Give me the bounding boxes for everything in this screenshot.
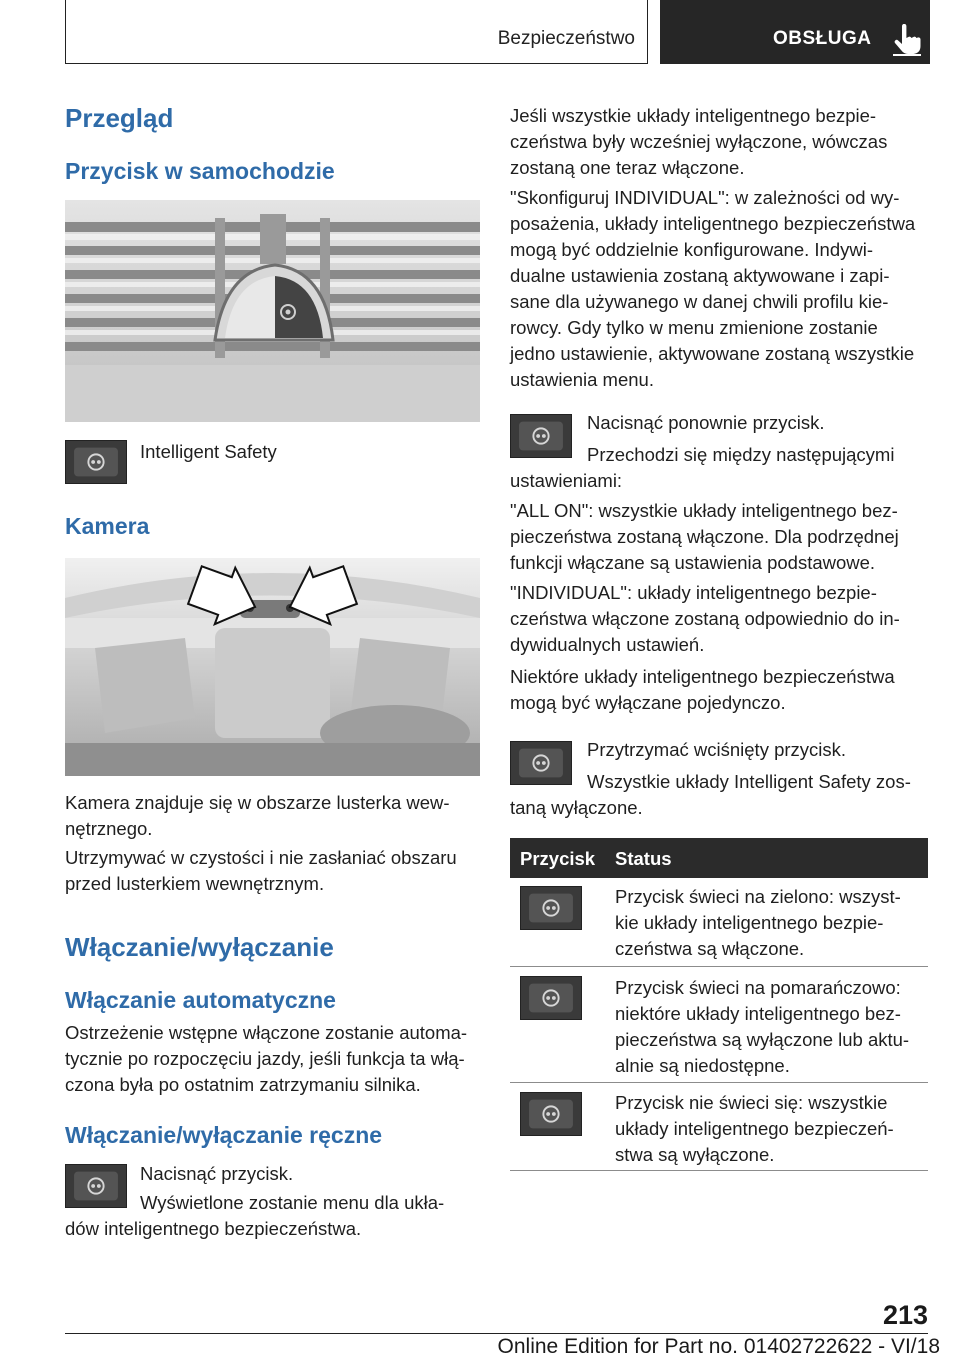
table-row: Przycisk świeci na zielono: wszyst- kie układy inteligentnego bezpie- czeństwa są włączone. (615, 886, 901, 959)
table-divider (510, 1082, 928, 1083)
header-chapter-title: OBSŁUGA (773, 28, 872, 49)
col-status: Status (615, 848, 672, 869)
step-hold: Przytrzymać wciśnięty przycisk. (587, 739, 847, 760)
header-chapter-box (660, 0, 930, 64)
header-section-title: Bezpieczeństwo (497, 28, 635, 49)
button-caption: Intelligent Safety (140, 441, 277, 462)
footer-divider (65, 1333, 928, 1334)
subtitle-car-button: Przycisk w samochodzie (65, 158, 335, 184)
section-title-onoff: Włączanie/wyłączanie (65, 932, 334, 962)
step-again-text: Przechodzi się między następującymi ustawieniami: (510, 444, 895, 491)
car-button-photo (65, 200, 480, 422)
individual-text: "INDIVIDUAL": układy inteligentnego bezpie- czeństwa włączone zostaną odpowiednio do in- dywidualnych ustawień. (510, 582, 900, 655)
manual-text: Wyświetlone zostanie menu dla ukła- dów inteligentnego bezpieczeństwa. (65, 1192, 445, 1239)
table-divider (510, 1170, 928, 1171)
camera-photo (65, 558, 480, 776)
intelligent-safety-button-icon (65, 440, 127, 484)
status-table-header (510, 838, 928, 878)
status-green-button-icon (520, 886, 582, 930)
col-button: Przycisk (520, 848, 596, 869)
status-off-button-icon (520, 1092, 582, 1136)
camera-text-2: Utrzymywać w czystości i nie zasłaniać obszaru przed lusterkiem wewnętrznym. (65, 847, 457, 894)
table-row: Przycisk świeci na pomarańczowo: niektóre układy inteligentnego bez- pieczeństwa są wyłączone lub aktu- alnie są niedostępne. (615, 977, 910, 1076)
auto-text: Ostrzeżenie wstępne włączone zostanie automa- tycznie po rozpoczęciu jazdy, jeśli funkcja ta włą- czona była po ostatnim zatrzymaniu silnika. (65, 1022, 468, 1095)
single-text: Niektóre układy inteligentnego bezpieczeństwa mogą być wyłączane pojedynczo. (510, 666, 895, 713)
footer-edition: Online Edition for Part no. 01402722622 - VI/18 (497, 1335, 940, 1358)
page-number: 213 (882, 1300, 928, 1330)
subtitle-camera: Kamera (65, 513, 150, 539)
manual-step: Nacisnąć przycisk. (140, 1163, 294, 1184)
hand-pointer-icon (893, 24, 923, 56)
intro-text-2: "Skonfiguruj INDIVIDUAL": w zależności od wy- posażenia, układy inteligentnego bezpieczeństwa mogą być oddzielnie konfigurowane. Indywi- dualne ustawienia zostaną aktywowane i zapi- sane dla używanego w danej chwili profilu kie- rowcy. Gdy tylko w menu zmienione zostanie jedno ustawienie, aktywowane zostaną wszystkie ustawienia menu. (510, 187, 916, 390)
step-again: Nacisnąć ponownie przycisk. (587, 412, 825, 433)
subtitle-manual: Włączanie/wyłączanie ręczne (65, 1122, 383, 1148)
step-hold-text: Wszystkie układy Intelligent Safety zos- taną wyłączone. (510, 771, 911, 818)
table-row: Przycisk nie świeci się: wszystkie układy inteligentnego bezpieczeń- stwa są wyłączone. (615, 1092, 894, 1165)
all-on-text: "ALL ON": wszystkie układy inteligentnego bez- pieczeństwa zostaną włączone. Dla podrzędnej funkcji włączane są ustawienia podstawowe. (510, 500, 899, 573)
status-orange-button-icon (520, 976, 582, 1020)
table-divider (510, 966, 928, 967)
camera-text-1: Kamera znajduje się w obszarze lusterka wew- nętrznego. (65, 792, 450, 839)
section-title-overview: Przegląd (65, 103, 174, 133)
subtitle-auto: Włączanie automatyczne (65, 987, 336, 1013)
intro-text-1: Jeśli wszystkie układy inteligentnego bezpie- czeństwa były wcześniej wyłączone, wówczas zostaną one teraz włączone. (510, 105, 888, 178)
header-section-box (65, 0, 648, 64)
